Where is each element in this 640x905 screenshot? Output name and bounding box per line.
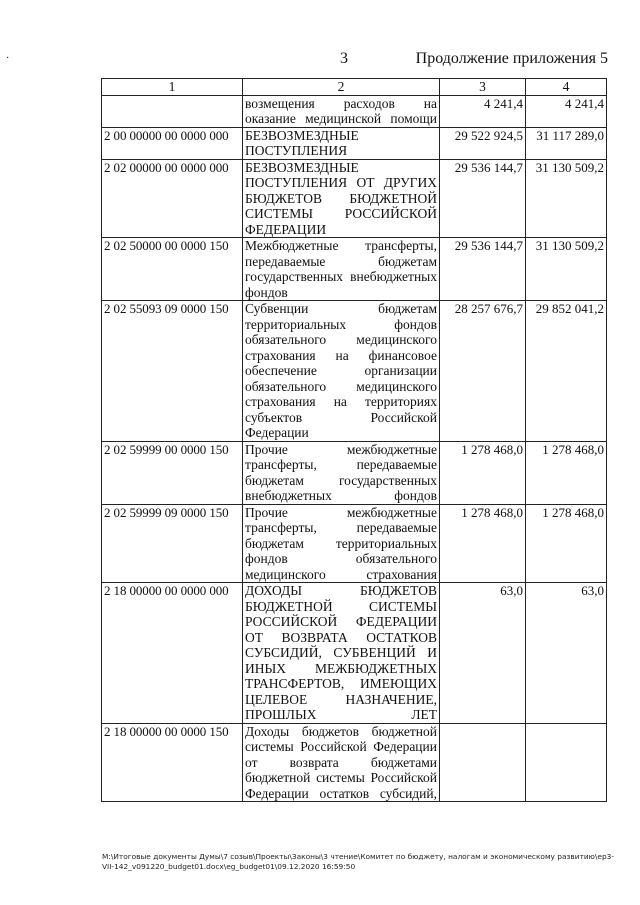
row-value-2020: 1 278 468,0 — [440, 441, 526, 504]
page-number: 3 — [340, 50, 348, 67]
row-value-2020: 29 522 924,5 — [440, 127, 526, 159]
budget-table — [101, 78, 607, 802]
continuation-title: Продолжение приложения 5 — [415, 50, 608, 67]
row-value-2020: 29 536 144,7 — [440, 238, 526, 301]
row-value-2021: 63,0 — [526, 583, 607, 724]
row-value-2020 — [440, 723, 526, 802]
row-code: 2 02 59999 09 0000 150 — [102, 504, 243, 583]
row-value-2020: 1 278 468,0 — [440, 504, 526, 583]
row-name: Субвенции бюджетам территориальных фондов обязательного медицинского страхования на финансовое обеспечение организации обязательного медицинского страхования на территориях субъектов Российской Федерации — [243, 301, 440, 442]
row-value-2021: 1 278 468,0 — [526, 441, 607, 504]
table-row — [102, 159, 607, 238]
column-header: 4 — [526, 79, 607, 96]
table-row — [102, 583, 607, 724]
table-row — [102, 238, 607, 301]
row-value-2021 — [526, 723, 607, 802]
row-code: 2 18 00000 00 0000 150 — [102, 723, 243, 802]
row-value-2021: 4 241,4 — [526, 95, 607, 127]
row-code: 2 02 50000 00 0000 150 — [102, 238, 243, 301]
table-row — [102, 127, 607, 159]
row-name: БЕЗВОЗМЕЗДНЫЕ ПОСТУПЛЕНИЯ ОТ ДРУГИХ БЮДЖЕТОВ БЮДЖЕТНОЙ СИСТЕМЫ РОССИЙСКОЙ ФЕДЕРАЦИИ — [243, 159, 440, 238]
row-name: Межбюджетные трансферты, передаваемые бюджетам государственных внебюджетных фондов — [243, 238, 440, 301]
row-value-2020: 4 241,4 — [440, 95, 526, 127]
table-row — [102, 723, 607, 802]
row-value-2021: 29 852 041,2 — [526, 301, 607, 442]
column-header: 2 — [243, 79, 440, 96]
row-value-2021: 31 117 289,0 — [526, 127, 607, 159]
row-code: 2 02 00000 00 0000 000 — [102, 159, 243, 238]
row-code: 2 00 00000 00 0000 000 — [102, 127, 243, 159]
row-value-2021: 1 278 468,0 — [526, 504, 607, 583]
table-row — [102, 95, 607, 127]
row-code: 2 18 00000 00 0000 000 — [102, 583, 243, 724]
row-code — [102, 95, 243, 127]
row-value-2021: 31 130 509,2 — [526, 159, 607, 238]
row-name: Прочие межбюджетные трансферты, передаваемые бюджетам государственных внебюджетных фондов — [243, 441, 440, 504]
table-row — [102, 504, 607, 583]
column-header: 3 — [440, 79, 526, 96]
scan-mark: · — [6, 53, 10, 64]
row-name: ДОХОДЫ БЮДЖЕТОВ БЮДЖЕТНОЙ СИСТЕМЫ РОССИЙСКОЙ ФЕДЕРАЦИИ ОТ ВОЗВРАТА ОСТАТКОВ СУБСИДИЙ, СУБВЕНЦИЙ И ИНЫХ МЕЖБЮДЖЕТНЫХ ТРАНСФЕРТОВ, ИМЕЮЩИХ ЦЕЛЕВОЕ НАЗНАЧЕНИЕ, ПРОШЛЫХ ЛЕТ — [243, 583, 440, 724]
row-name: Прочие межбюджетные трансферты, передаваемые бюджетам территориальных фондов обязательного медицинского страхования — [243, 504, 440, 583]
row-value-2020: 29 536 144,7 — [440, 159, 526, 238]
row-code: 2 02 55093 09 0000 150 — [102, 301, 243, 442]
file-path-footer: M:\Итоговые документы Думы\7 созыв\Проекты\Законы\3 чтение\Комитет по бюджету, налогам и экономическому развитию\ep3-VII-142_v091220_budget01.docx\eg_budget01\09.12.2020 16:59:50 — [102, 852, 614, 871]
table-row — [102, 301, 607, 442]
column-header: 1 — [102, 79, 243, 96]
table-header-row — [102, 79, 607, 96]
row-value-2021: 31 130 509,2 — [526, 238, 607, 301]
row-name: Доходы бюджетов бюджетной системы Российской Федерации от возврата бюджетами бюджетной системы Российской Федерации остатков субсидий, — [243, 723, 440, 802]
row-code: 2 02 59999 00 0000 150 — [102, 441, 243, 504]
row-value-2020: 63,0 — [440, 583, 526, 724]
row-name: БЕЗВОЗМЕЗДНЫЕ ПОСТУПЛЕНИЯ — [243, 127, 440, 159]
row-name: возмещения расходов на оказание медицинской помощи — [243, 95, 440, 127]
table-row — [102, 441, 607, 504]
row-value-2020: 28 257 676,7 — [440, 301, 526, 442]
